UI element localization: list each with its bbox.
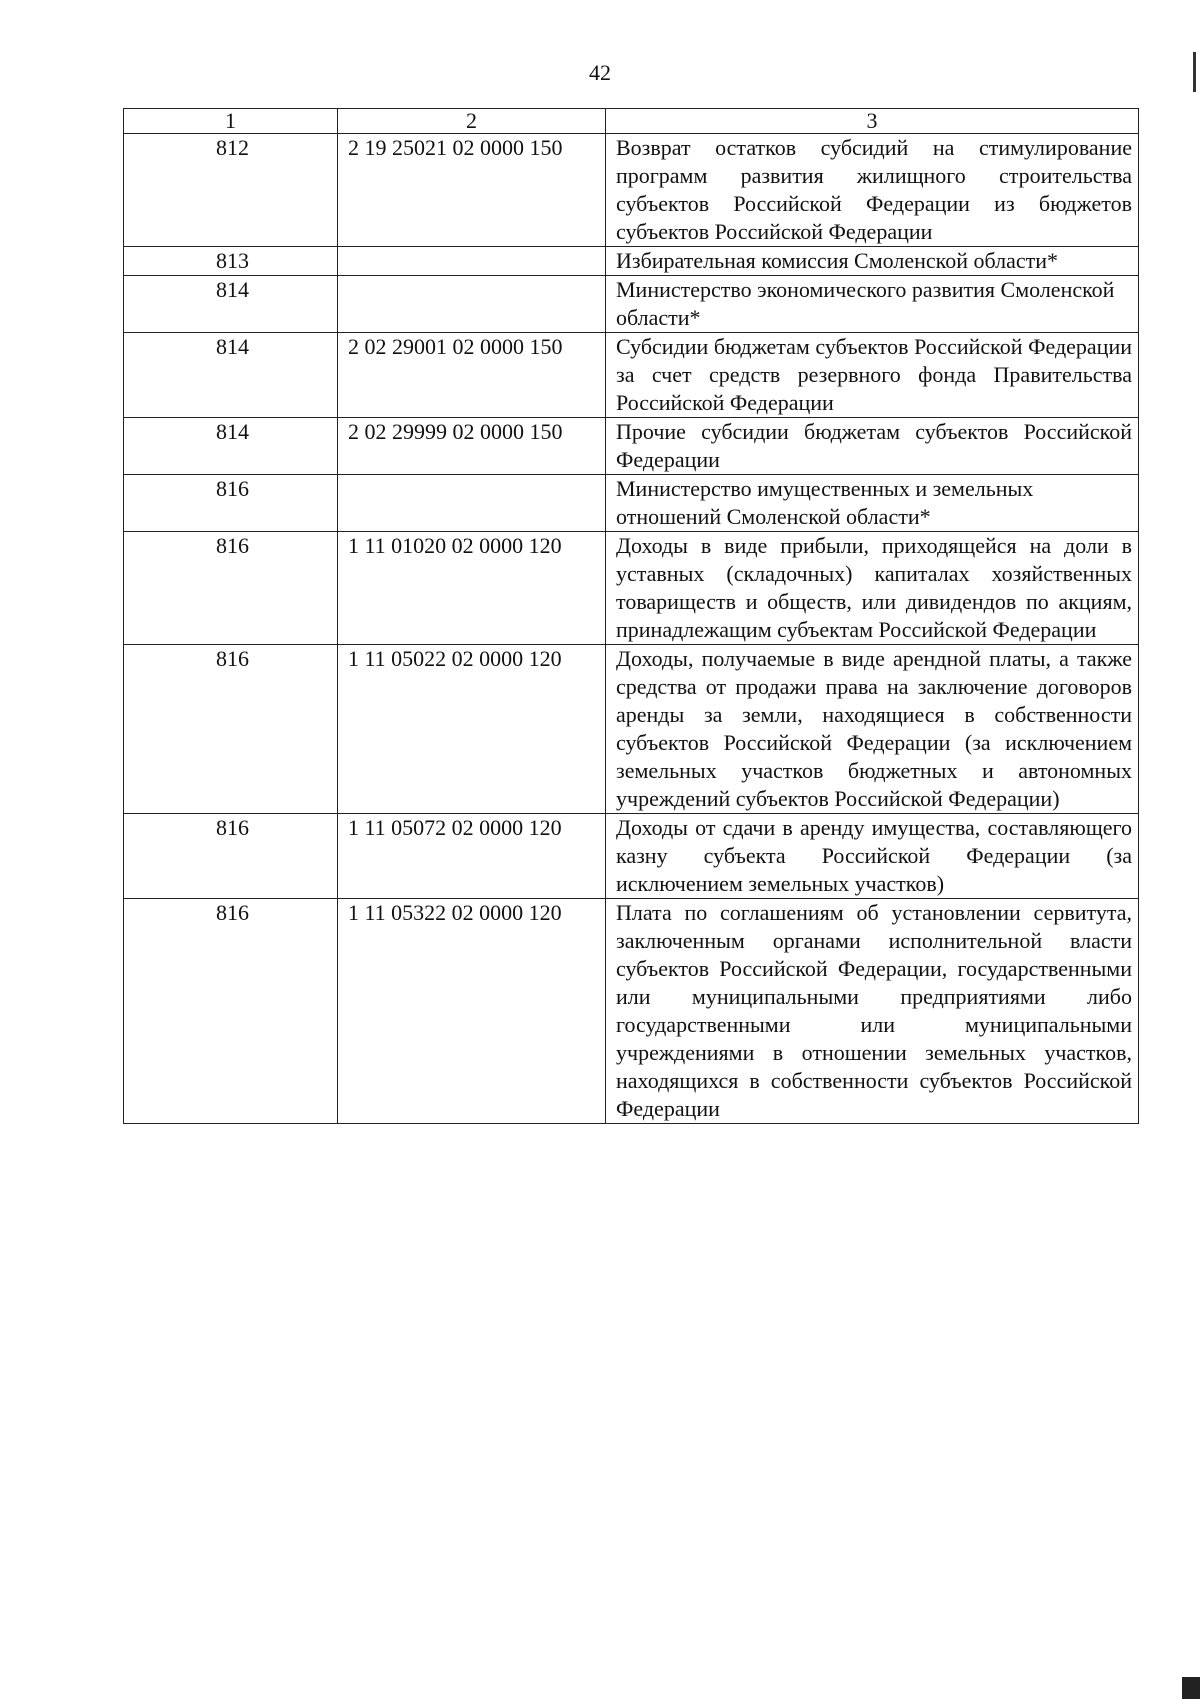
column-header-3: 3 [606, 109, 1139, 134]
table-row [124, 247, 1139, 276]
revenue-name-cell: Доходы, получаемые в виде арендной платы, а также средства от продажи права на заключение договоров аренды за земли, находящиеся в собственности субъектов Российской Федерации (за исключением земельных участков бюджетных и автономных учреждений субъектов Российской Федерации) [606, 645, 1139, 814]
revenue-name-cell: Избирательная комиссия Смоленской области* [606, 247, 1139, 276]
admin-code-cell: 814 [124, 333, 338, 418]
admin-code-cell: 813 [124, 247, 338, 276]
revenue-name-cell: Субсидии бюджетам субъектов Российской Федерации за счет средств резервного фонда Правительства Российской Федерации [606, 333, 1139, 418]
revenue-name-cell: Доходы от сдачи в аренду имущества, составляющего казну субъекта Российской Федерации (за исключением земельных участков) [606, 814, 1139, 899]
admin-code-cell: 814 [124, 276, 338, 333]
revenue-name-cell: Прочие субсидии бюджетам субъектов Российской Федерации [606, 418, 1139, 475]
table-row [124, 134, 1139, 247]
admin-code-cell: 816 [124, 532, 338, 645]
column-header-1: 1 [124, 109, 338, 134]
kbk-code-cell: 1 11 05322 02 0000 120 [338, 899, 606, 1124]
table-row [124, 418, 1139, 475]
kbk-code-cell: 2 02 29999 02 0000 150 [338, 418, 606, 475]
column-header-2: 2 [338, 109, 606, 134]
scan-edge-mark [1193, 52, 1196, 92]
scan-corner-mark [1182, 1677, 1200, 1699]
revenue-codes-table [123, 108, 1139, 1124]
admin-code-cell: 816 [124, 645, 338, 814]
page-number: 42 [589, 60, 611, 85]
table-row [124, 475, 1139, 532]
revenue-name-cell: Возврат остатков субсидий на стимулирование программ развития жилищного строительства субъектов Российской Федерации из бюджетов субъектов Российской Федерации [606, 134, 1139, 247]
table-row [124, 532, 1139, 645]
kbk-code-cell: 2 19 25021 02 0000 150 [338, 134, 606, 247]
kbk-code-cell [338, 247, 606, 276]
kbk-code-cell: 1 11 05072 02 0000 120 [338, 814, 606, 899]
table-row [124, 814, 1139, 899]
kbk-code-cell: 2 02 29001 02 0000 150 [338, 333, 606, 418]
table-row [124, 645, 1139, 814]
kbk-code-cell: 1 11 05022 02 0000 120 [338, 645, 606, 814]
table-header-row [124, 109, 1139, 134]
admin-code-cell: 812 [124, 134, 338, 247]
kbk-code-cell [338, 276, 606, 333]
revenue-name-cell: Министерство экономического развития Смоленской области* [606, 276, 1139, 333]
admin-code-cell: 816 [124, 475, 338, 532]
kbk-code-cell: 1 11 01020 02 0000 120 [338, 532, 606, 645]
admin-code-cell: 816 [124, 899, 338, 1124]
admin-code-cell: 814 [124, 418, 338, 475]
revenue-name-cell: Плата по соглашениям об установлении сервитута, заключенным органами исполнительной власти субъектов Российской Федерации, государственными или муниципальными предприятиями либо государственными или муниципальными учреждениями в отношении земельных участков, находящихся в собственности субъектов Российской Федерации [606, 899, 1139, 1124]
table-row [124, 333, 1139, 418]
table-row [124, 276, 1139, 333]
table-row [124, 899, 1139, 1124]
revenue-name-cell: Доходы в виде прибыли, приходящейся на доли в уставных (складочных) капиталах хозяйственных товариществ и обществ, или дивидендов по акциям, принадлежащим субъектам Российской Федерации [606, 532, 1139, 645]
revenue-name-cell: Министерство имущественных и земельных отношений Смоленской области* [606, 475, 1139, 532]
admin-code-cell: 816 [124, 814, 338, 899]
kbk-code-cell [338, 475, 606, 532]
